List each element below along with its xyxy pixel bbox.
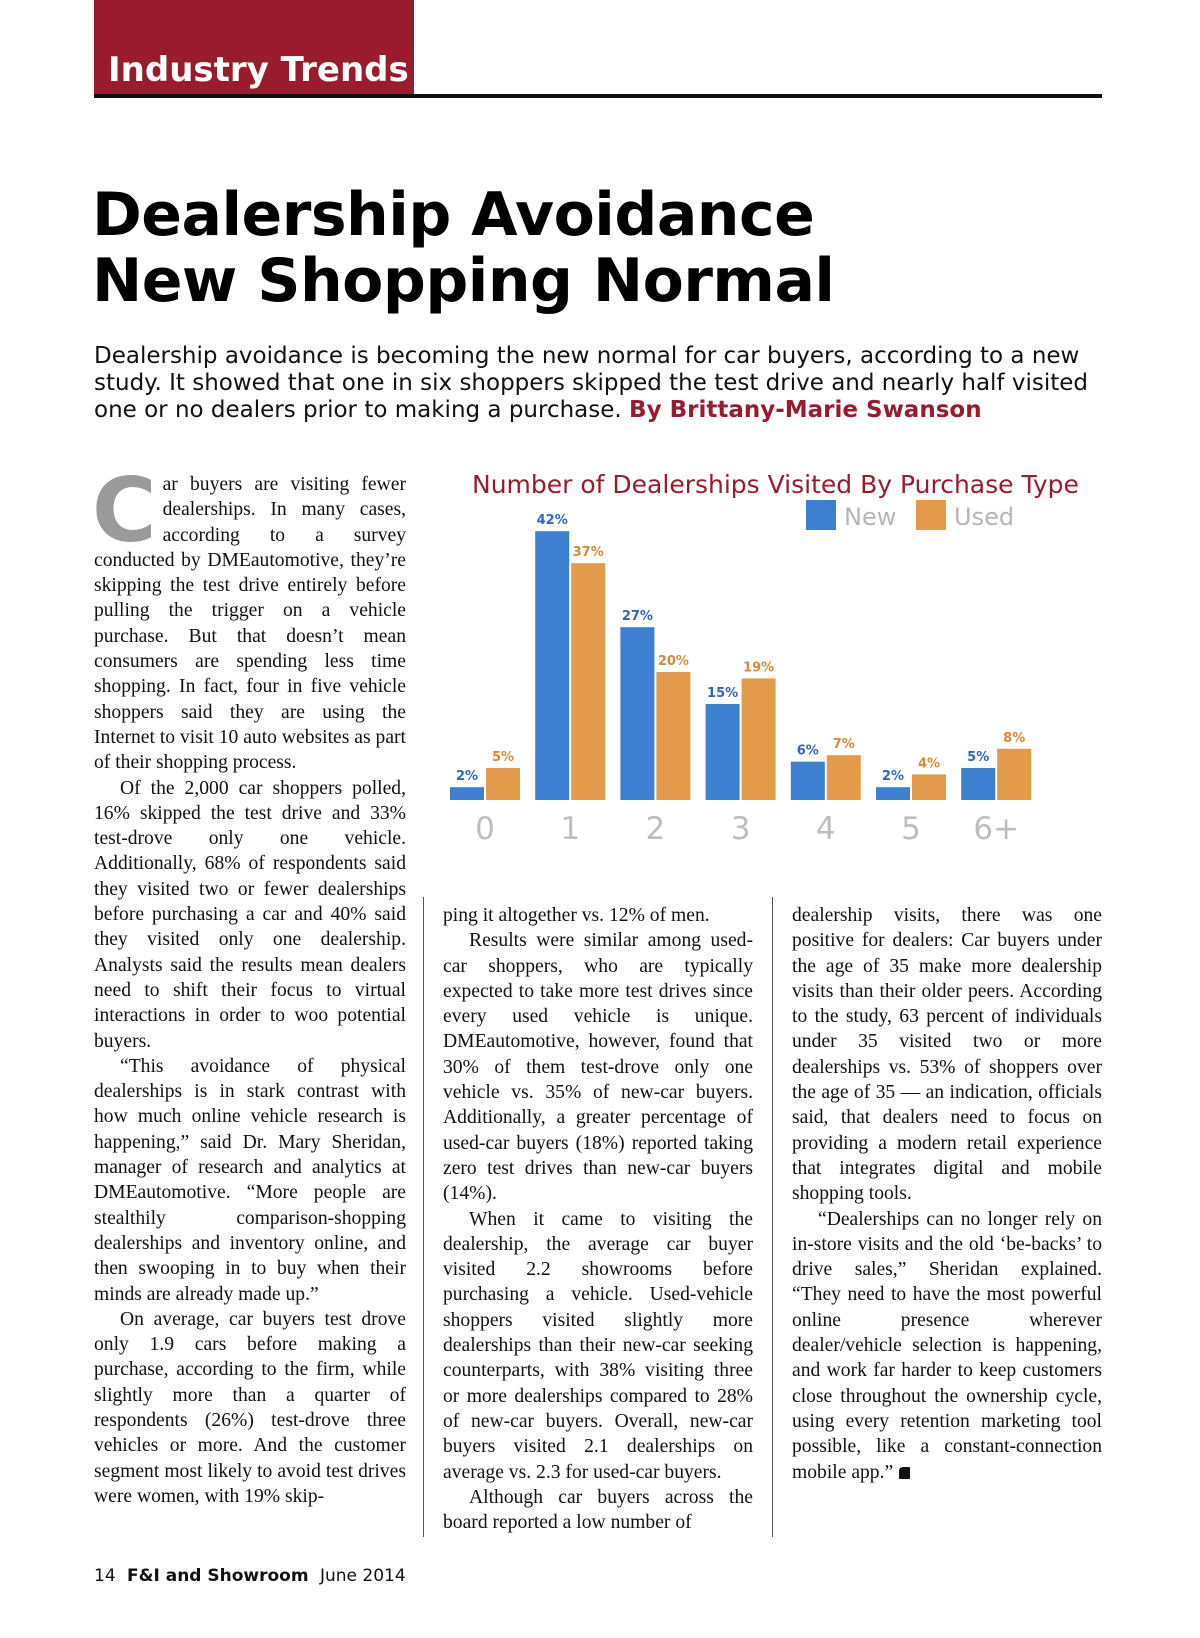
- end-mark-icon: [899, 1467, 910, 1479]
- article-deck: [94, 343, 1102, 424]
- data-label: 2%: [455, 769, 479, 785]
- x-tick-label: 5: [901, 811, 921, 847]
- paragraph: dealership visits, there was one positive for dealers: Car buyers under the age of 35 make more dealership visits than their older peers. According to the study, 63 percent of individuals under 35 visited two or more dealerships vs. 53% of shoppers over the age of 35 — an indication, officials said, that dealers need to focus on providing a modern retail experience that integrates digital and mobile shopping tools.: [792, 905, 1102, 1205]
- bar-used-2: [656, 672, 690, 800]
- header-rule: [94, 94, 1102, 98]
- bar-new-4: [791, 762, 825, 800]
- data-label: 27%: [621, 609, 653, 625]
- paragraph-text: “Dealerships can no longer rely on in-store visits and the old ‘be-backs’ to drive sales,” Sheridan explained. “They need to have the most powerful online presence wherever dealer/vehicle selection is happening, and work far harder to keep customers close throughout the ownership cycle, using every retention marketing tool possible, like a constant-connection mobile app.”: [792, 1208, 1102, 1483]
- page-footer: [94, 1566, 406, 1586]
- bar-used-0: [486, 768, 520, 800]
- bar-used-6+: [997, 749, 1031, 800]
- paragraph: Results were similar among used-car shoppers, who are typically expected to take more test drives since every used vehicle is unique. DMEautomotive, however, found that 30% of them test-drove only one vehicle vs. 35% of new-car buyers. Additionally, a greater percentage of used-car buyers (18%) reported taking zero test drives than new-car buyers (14%).: [443, 930, 753, 1205]
- data-label: 20%: [657, 654, 689, 669]
- column-divider: [772, 897, 773, 1537]
- bar-new-5: [876, 787, 910, 800]
- data-label: 7%: [832, 737, 855, 753]
- paragraph-text: ar buyers are visiting fewer dealerships. In many cases, according to a survey conducted by DMEautomotive, they’re skipping the test drive entirely before pulling the trigger on a vehicle purchase. But that doesn’t mean consumers are spending less time shopping. In fact, four in five vehicle shoppers said they are using the Internet to visit 10 auto websites as part of their shopping process.: [94, 474, 406, 774]
- column-divider: [423, 897, 424, 1537]
- data-label: 19%: [743, 660, 775, 676]
- legend-swatch-new: [806, 500, 836, 530]
- bar-chart: [440, 462, 1100, 892]
- x-tick-label: 4: [815, 811, 836, 847]
- text-column-3: [792, 903, 1102, 1485]
- paragraph: Of the 2,000 car shoppers polled, 16% skipped the test drive and 33% test-drove only one vehicle. Additionally, 68% of respondents said they visited two or fewer dealerships before purchasing a car and 40% said they visited only one dealership. Analysts said the results mean dealers need to shift their focus to virtual interactions in order to woo potential buyers.: [94, 777, 406, 1052]
- data-label: 42%: [536, 513, 568, 529]
- text-column-1: [92, 459, 406, 1509]
- bar-new-3: [706, 704, 740, 800]
- byline: By Brittany-Marie Swanson: [629, 397, 982, 423]
- bar-new-2: [620, 627, 654, 800]
- x-tick-label: 1: [560, 811, 581, 847]
- bar-used-3: [742, 678, 776, 800]
- data-label: 6%: [796, 743, 819, 759]
- x-tick-label: 3: [730, 811, 751, 847]
- paragraph: “This avoidance of physical dealerships is in stark contrast with how much online vehicle research is happening,” said Dr. Mary Sheridan, manager of research and analytics at DMEautomotive. “More people are stealthily comparison-shopping dealerships and inventory online, and then swooping in to buy when their minds are already made up.”: [94, 1055, 406, 1305]
- bar-new-0: [450, 787, 484, 800]
- paragraph: [92, 459, 406, 776]
- data-label: 8%: [1003, 730, 1026, 746]
- article-title-line-1: Dealership Avoidance: [92, 180, 815, 250]
- paragraph: When it came to visiting the dealership, the average car buyer visited 2.2 showrooms before purchasing a vehicle. Used-vehicle shoppers visited slightly more dealerships than their new-car seeking counterparts, with 38% visiting three or more dealerships compared to 28% of new-car buyers. Overall, new-car buyers visited 2.1 dealerships on average vs. 2.3 for used-car buyers.: [443, 1208, 753, 1483]
- legend-label-new: New: [844, 503, 897, 531]
- chart-plot: [440, 462, 1100, 892]
- data-label: 5%: [491, 750, 515, 765]
- bar-used-5: [912, 774, 946, 800]
- x-tick-label: 0: [475, 811, 495, 847]
- deck-text: Dealership avoidance is becoming the new normal for car buyers, according to a new study. It showed that one in six shoppers skipped the test drive and nearly half visited one or no dealers prior to making a purchase.: [94, 343, 1088, 423]
- article-title: [92, 182, 1102, 314]
- paragraph: Although car buyers across the board reported a low number of: [443, 1486, 753, 1534]
- data-label: 15%: [707, 686, 739, 701]
- bar-used-4: [827, 755, 861, 800]
- article-title-line-2: New Shopping Normal: [92, 246, 835, 316]
- drop-cap: C: [92, 459, 157, 562]
- bar-new-1: [535, 531, 569, 800]
- issue-date: June 2014: [319, 1566, 406, 1586]
- data-label: 4%: [917, 756, 941, 772]
- page-number: 14: [94, 1566, 116, 1586]
- x-tick-label: 2: [645, 811, 666, 847]
- paragraph: [792, 1207, 1102, 1485]
- section-label: Industry Trends: [94, 0, 414, 94]
- data-label: 5%: [967, 750, 990, 765]
- chart-title: Number of Dealerships Visited By Purchase Type: [472, 470, 1079, 499]
- bar-used-1: [571, 563, 605, 800]
- data-label: 2%: [881, 769, 905, 785]
- paragraph: On average, car buyers test drove only 1.9 cars before making a purchase, according to the firm, while slightly more than a quarter of respondents (26%) test-drove three vehicles or more. And the customer segment most likely to avoid test drives were women, with 19% skip-: [94, 1308, 406, 1507]
- publication-name: F&I and Showroom: [127, 1566, 309, 1586]
- legend-label-used: Used: [954, 503, 1015, 531]
- data-label: 37%: [572, 545, 604, 561]
- bar-new-6+: [961, 768, 995, 800]
- paragraph: ping it altogether vs. 12% of men.: [443, 905, 710, 926]
- text-column-2: [443, 903, 753, 1535]
- x-tick-label: 6+: [973, 811, 1020, 847]
- legend-swatch-used: [916, 500, 946, 530]
